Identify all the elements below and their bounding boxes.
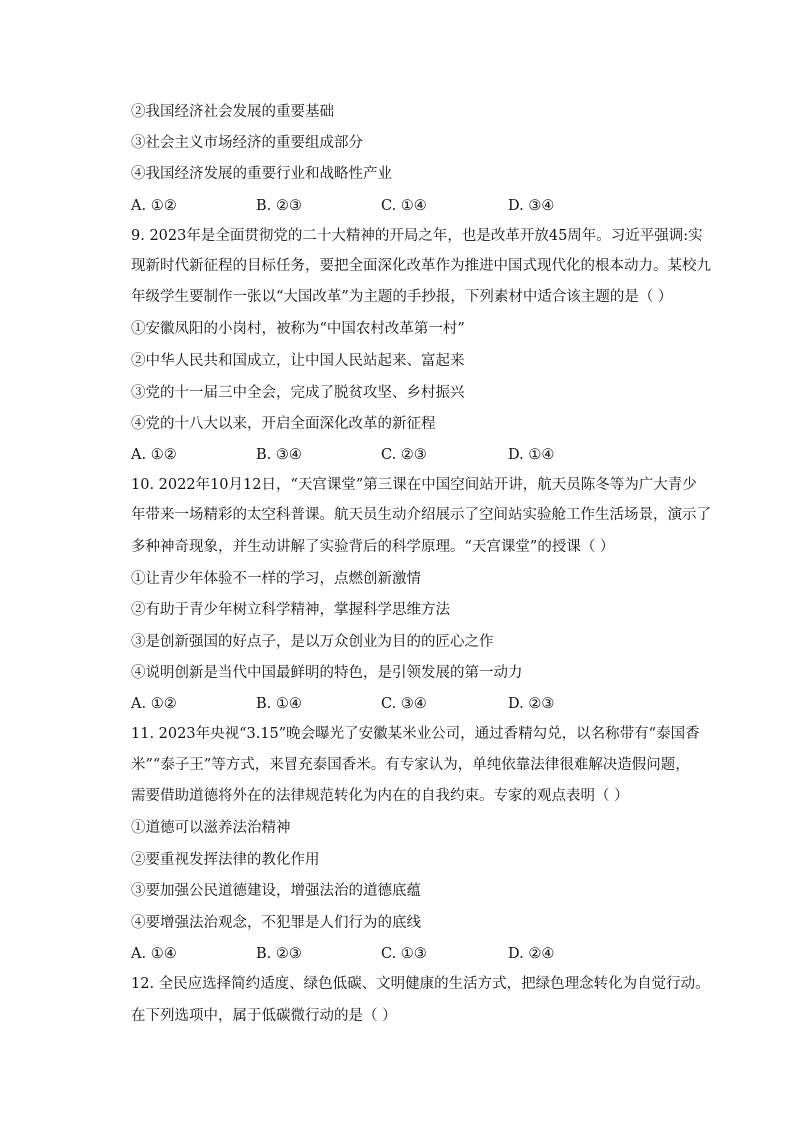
q11-item-1: ①道德可以滋养法治精神 <box>131 820 291 836</box>
q10-option-d: D. ②③ <box>508 696 555 712</box>
q10-item-3: ③是创新强国的好点子，是以万众创业为目的的匠心之作 <box>131 634 494 650</box>
q10-stem-line-2: 年带来一场精彩的太空科普课。航天员生动介绍展示了空间站实验舱工作生活场景，演示了 <box>131 507 711 523</box>
q11-stem-line-1: 11. 2023年央视“3.15”晚会曝光了安徽某米业公司，通过香精勾兑，以名称带有“泰国香 <box>131 726 700 742</box>
q9-stem-line-1: 9. 2023年是全面贯彻党的二十大精神的开局之年，也是改革开放45周年。习近平强调:实 <box>131 228 703 244</box>
q11-item-4: ④要增强法治观念，不犯罪是人们行为的底线 <box>131 915 421 931</box>
q10-item-2: ②有助于青少年树立科学精神，掌握科学思维方法 <box>131 602 450 618</box>
q9-stem-line-2: 现新时代新征程的目标任务，要把全面深化改革作为推进中国式现代化的根本动力。某校九 <box>131 258 711 274</box>
q8-option-d: D. ③④ <box>508 198 555 214</box>
q9-option-d: D. ①④ <box>508 447 555 463</box>
q10-option-a: A. ①② <box>131 696 177 712</box>
q11-option-d: D. ②④ <box>508 946 555 962</box>
q10-option-c: C. ③④ <box>381 696 427 712</box>
q12-stem-line-2: 在下列选项中，属于低碳微行动的是（ ） <box>131 1008 397 1024</box>
q9-item-3: ③党的十一届三中全会，完成了脱贫攻坚、乡村振兴 <box>131 385 465 401</box>
q9-option-c: C. ②③ <box>381 447 427 463</box>
q8-item-2: ②我国经济社会发展的重要基础 <box>131 104 334 120</box>
q8-option-a: A. ①② <box>131 198 177 214</box>
q9-item-1: ①安徽凤阳的小岗村，被称为“中国农村改革第一村” <box>131 321 465 337</box>
q10-stem-line-1: 10. 2022年10月12日，“天宫课堂”第三课在中国空间站开讲，航天员陈冬等为广大青少 <box>131 477 697 493</box>
q9-option-a: A. ①② <box>131 447 177 463</box>
q8-item-3: ③社会主义市场经济的重要组成部分 <box>131 135 363 151</box>
q12-stem-line-1: 12. 全民应选择简约适度、绿色低碳、文明健康的生活方式，把绿色理念转化为自觉行动。 <box>131 976 710 992</box>
q10-item-1: ①让青少年体验不一样的学习，点燃创新激情 <box>131 571 421 587</box>
q9-stem-line-3: 年级学生要制作一张以“大国改革”为主题的手抄报，下列素材中适合该主题的是（ ） <box>131 289 673 305</box>
q11-item-2: ②要重视发挥法律的教化作用 <box>131 852 320 868</box>
q11-option-a: A. ①④ <box>131 946 177 962</box>
q9-item-2: ②中华人民共和国成立，让中国人民站起来、富起来 <box>131 353 465 369</box>
q8-item-4: ④我国经济发展的重要行业和战略性产业 <box>131 166 392 182</box>
q11-option-c: C. ①③ <box>381 946 427 962</box>
q9-option-b: B. ③④ <box>256 447 302 463</box>
q8-option-c: C. ①④ <box>381 198 427 214</box>
q10-stem-line-3: 多种神奇现象，并生动讲解了实验背后的科学原理。“天宫课堂”的授课（ ） <box>131 539 615 555</box>
q11-stem-line-2: 米”“泰子王”等方式，来冒充泰国香米。有专家认为，单纯依靠法律很难解决造假问题， <box>131 757 690 773</box>
q11-option-b: B. ②③ <box>256 946 302 962</box>
q8-option-b: B. ②③ <box>256 198 302 214</box>
q11-stem-line-3: 需要借助道德将外在的法律规范转化为内在的自我约束。专家的观点表明（ ） <box>131 788 629 804</box>
q11-item-3: ③要加强公民道德建设，增强法治的道德底蕴 <box>131 883 421 899</box>
q10-option-b: B. ①④ <box>256 696 302 712</box>
q9-item-4: ④党的十八大以来，开启全面深化改革的新征程 <box>131 416 436 432</box>
q10-item-4: ④说明创新是当代中国最鲜明的特色，是引领发展的第一动力 <box>131 665 523 681</box>
